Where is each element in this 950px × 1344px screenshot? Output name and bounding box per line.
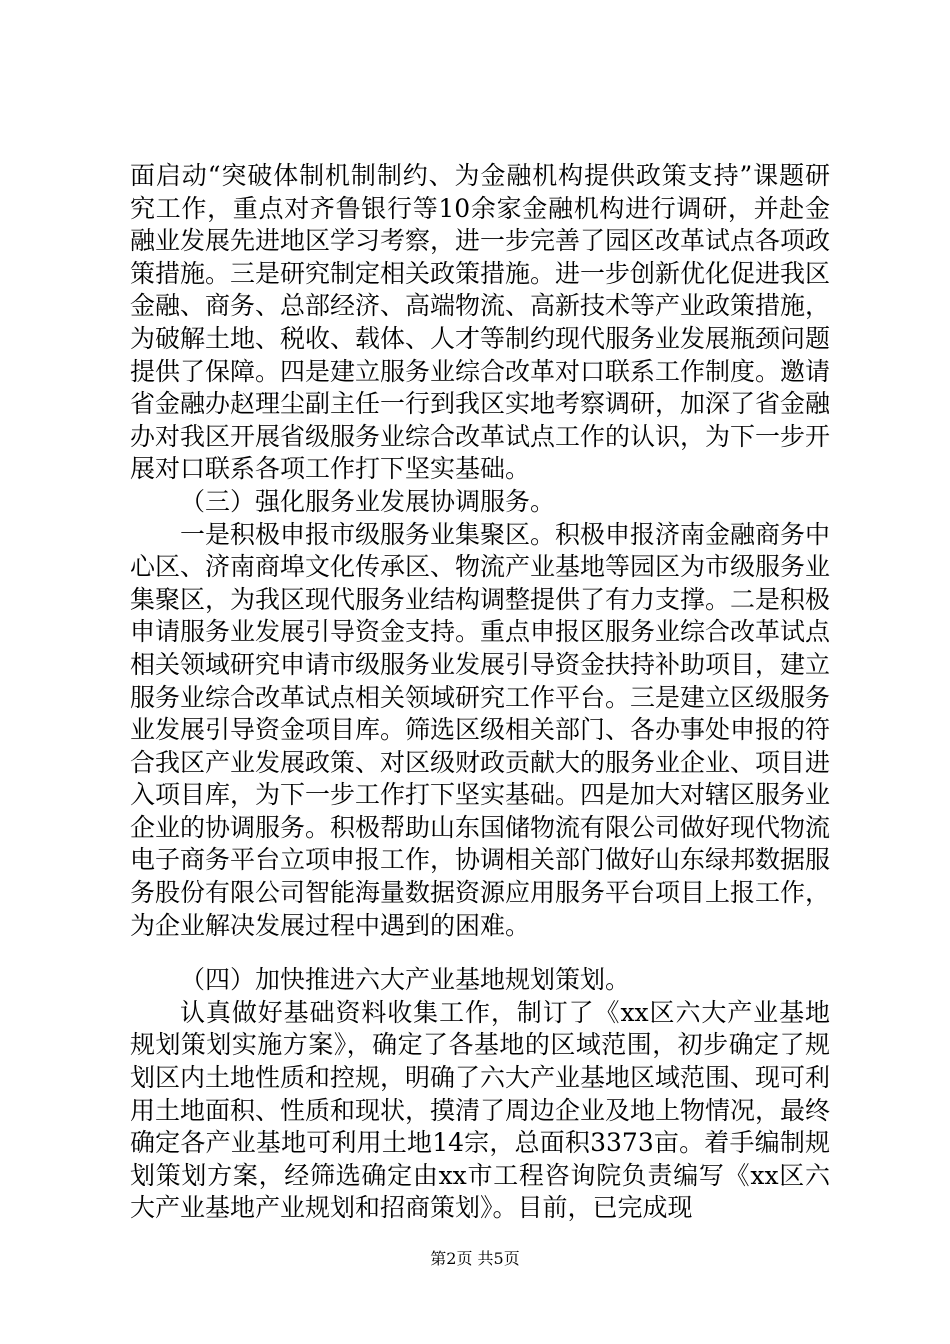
paragraph-gap (130, 942, 830, 964)
section-heading-three: （三）强化服务业发展协调服务。 (180, 486, 556, 516)
section-heading-four: （四）加快推进六大产业基地规划策划。 (180, 965, 631, 995)
page-footer: 第2页 共5页 (430, 1249, 520, 1268)
paragraph-continuation: 面启动“突破体制机制制约、为金融机构提供政策支持”课题研究工作，重点对齐鲁银行等10余家金融机构进行调研，并赴金融业发展先进地区学习考察，进一步完善了园区改革试点各项政策措施。三是研究制定相关政策措施。进一步创新优化促进我区金融、商务、总部经济、高端物流、高新技术等产业政策措施，为破解土地、税收、载体、人才等制约现代服务业发展瓶颈问题提供了保障。四是建立服务业综合改革对口联系工作制度。邀请省金融办赵理尘副主任一行到我区实地考察调研，加深了省金融办对我区开展省级服务业综合改革试点工作的认识，为下一步开展对口联系各项工作打下坚实基础。 (130, 161, 831, 484)
document-body (130, 160, 830, 1225)
paragraph-service-coordination: 一是积极申报市级服务业集聚区。积极申报济南金融商务中心区、济南商埠文化传承区、物流产业基地等园区为市级服务业集聚区，为我区现代服务业结构调整提供了有力支撑。二是积极申请服务业发展引导资金支持。重点申报区服务业综合改革试点相关领域研究申请市级服务业发展引导资金扶持补助项目，建立服务业综合改革试点相关领域研究工作平台。三是建立区级服务业发展引导资金项目库。筛选区级相关部门、各办事处申报的符合我区产业发展政策、对区级财政贡献大的服务业企业、项目进入项目库，为下一步工作打下坚实基础。四是加大对辖区服务业企业的协调服务。积极帮助山东国储物流有限公司做好现代物流电子商务平台立项申报工作，协调相关部门做好山东绿邦数据服务股份有限公司智能海量数据资源应用服务平台项目上报工作，为企业解决发展过程中遇到的困难。 (130, 519, 831, 940)
paragraph-industry-bases: 认真做好基础资料收集工作，制订了《xx区六大产业基地规划策划实施方案》，确定了各基地的区域范围，初步确定了规划区内土地性质和控规，明确了六大产业基地区域范围、现可利用土地面积、性质和现状，摸清了周边企业及地上物情况，最终确定各产业基地可利用土地14宗，总面积3373亩。着手编制规划策划方案，经筛选确定由xx市工程咨询院负责编写《xx区六大产业基地产业规划和招商策划》。目前，已完成现 (130, 997, 831, 1223)
